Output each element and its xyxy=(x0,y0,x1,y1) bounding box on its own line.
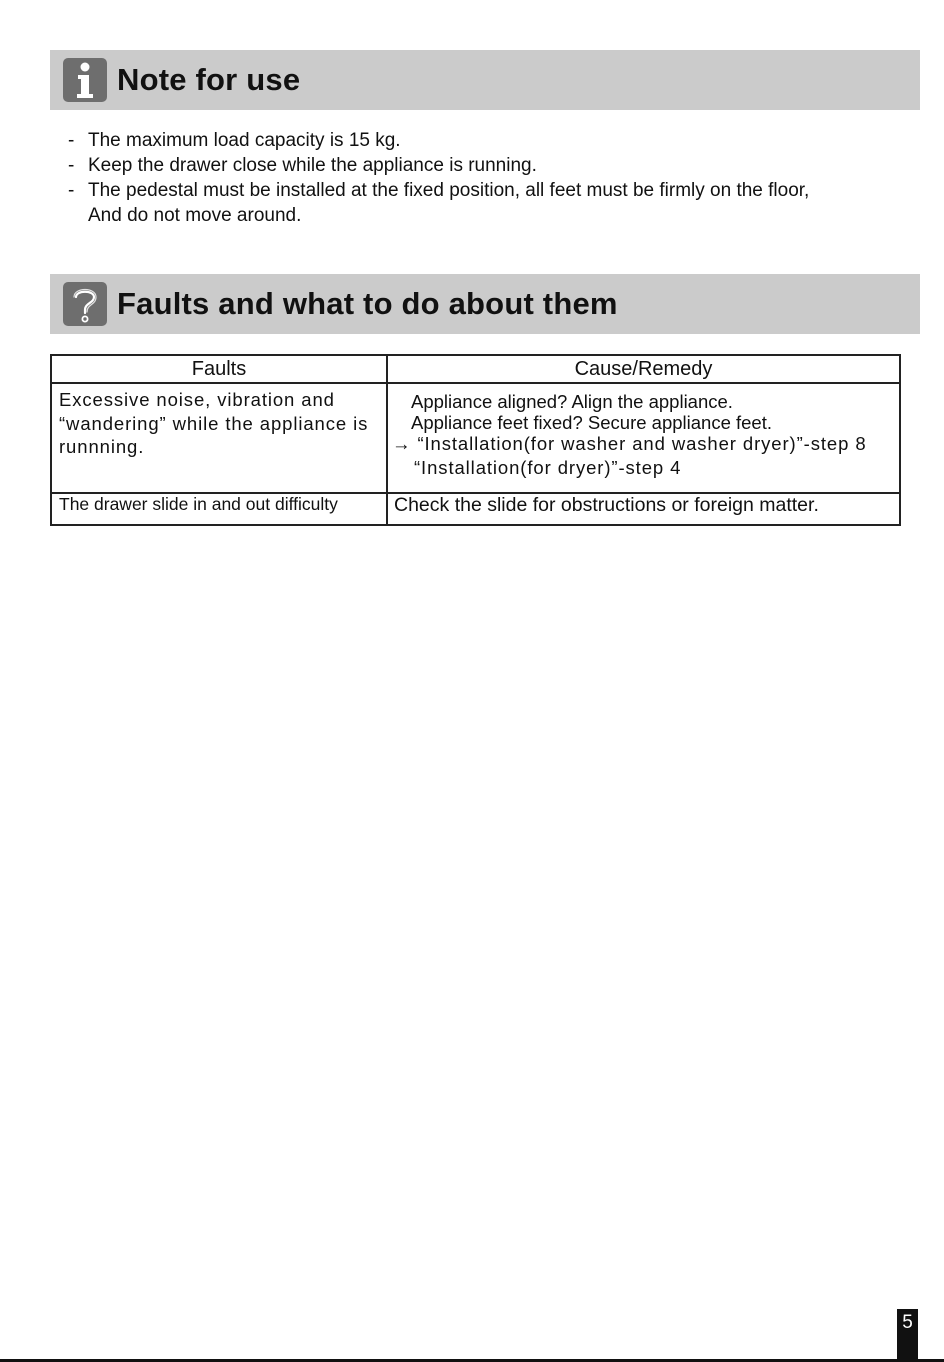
column-header-cause-remedy: Cause/Remedy xyxy=(387,355,900,383)
column-header-faults: Faults xyxy=(51,355,387,383)
remedy-cell xyxy=(387,383,900,493)
fault-text: The drawer slide in and out difficulty xyxy=(59,494,338,514)
fault-text: Excessive noise, vibration and “wandering” while the appliance is runnning. xyxy=(59,389,369,457)
fault-cell xyxy=(51,383,387,493)
faults-table xyxy=(50,354,901,526)
list-item: - Keep the drawer close while the appliance is running. xyxy=(68,155,537,176)
note-list xyxy=(68,128,928,228)
note-for-use-title: Note for use xyxy=(117,62,301,97)
table-header-row xyxy=(51,355,900,383)
remedy-cell xyxy=(387,493,900,525)
remedy-line: → “Installation(for washer and washer dryer)”-step 8 xyxy=(392,433,867,454)
faults-title: Faults and what to do about them xyxy=(117,286,618,321)
remedy-line: “Installation(for dryer)”-step 4 xyxy=(414,457,682,478)
table-row xyxy=(51,383,900,493)
info-icon xyxy=(63,58,107,102)
remedy-text: Check the slide for obstructions or foreign matter. xyxy=(394,494,819,516)
page-number: 5 xyxy=(897,1309,918,1359)
table-row xyxy=(51,493,900,525)
remedy-line: Appliance feet fixed? Secure appliance feet. xyxy=(411,412,772,433)
list-item: - The maximum load capacity is 15 kg. xyxy=(68,130,401,151)
question-icon xyxy=(63,282,107,326)
note-for-use-header xyxy=(50,50,920,110)
faults-header xyxy=(50,274,920,334)
fault-cell xyxy=(51,493,387,525)
list-item: And do not move around. xyxy=(88,205,302,226)
list-item: - The pedestal must be installed at the fixed position, all feet must be firmly on the floor, xyxy=(68,180,810,201)
remedy-line: Appliance aligned? Align the appliance. xyxy=(411,391,733,412)
